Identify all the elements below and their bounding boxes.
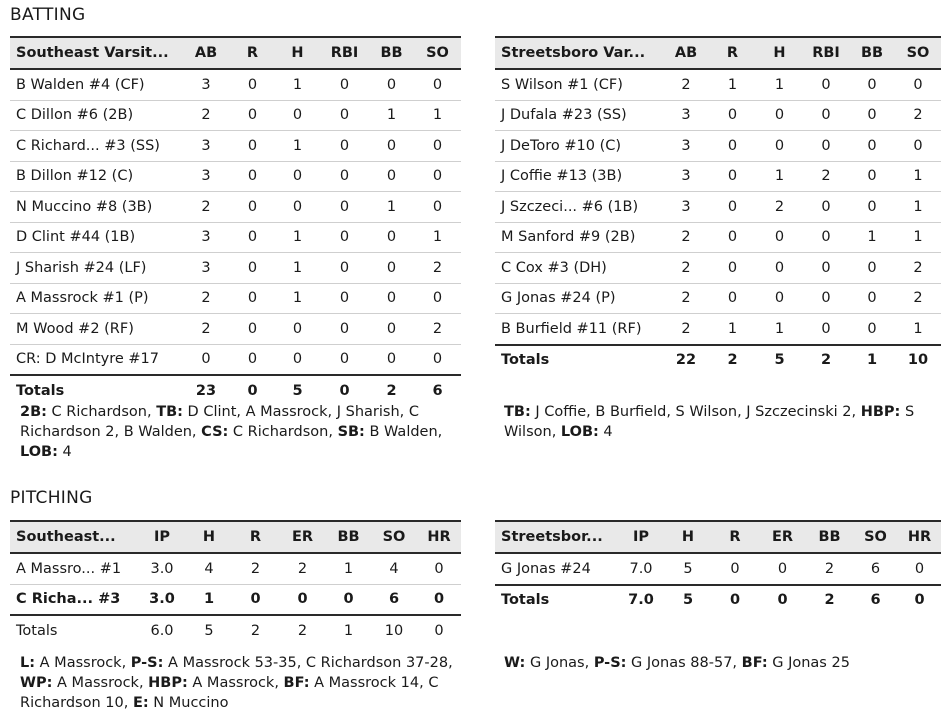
stat-cell: 0 xyxy=(898,585,941,616)
table-row xyxy=(10,314,461,345)
table-row xyxy=(495,100,941,131)
stat-cell: 0 xyxy=(320,161,369,192)
table-row xyxy=(10,222,461,253)
stat-cell: 0 xyxy=(414,161,461,192)
stat-cell: 2 xyxy=(232,553,279,584)
batting-section-title: BATTING xyxy=(10,5,86,25)
stat-header: RBI xyxy=(803,37,849,69)
stat-cell: 2 xyxy=(182,283,230,314)
stat-cell: 0 xyxy=(232,584,279,615)
stat-cell: 1 xyxy=(849,345,895,376)
away-pitching-notes xyxy=(504,653,949,673)
stat-cell: 0 xyxy=(230,253,275,284)
note-label: 2B: xyxy=(20,404,47,420)
stat-cell: 2 xyxy=(803,161,849,192)
stat-cell: 23 xyxy=(182,375,230,406)
stat-cell: 1 xyxy=(709,69,756,100)
stat-cell: 2 xyxy=(663,69,709,100)
table-row xyxy=(495,192,941,223)
table-row xyxy=(10,100,461,131)
table-row xyxy=(495,69,941,100)
stat-cell: 10 xyxy=(384,622,404,639)
note-label: P-S: xyxy=(130,655,164,671)
stat-cell: 3 xyxy=(663,192,709,223)
stat-cell: 2 xyxy=(663,253,709,284)
stat-cell: 0 xyxy=(849,283,895,314)
stat-cell: 2 xyxy=(279,553,326,584)
stat-cell: 1 xyxy=(369,192,414,223)
stat-cell: 1 xyxy=(326,553,371,584)
stat-cell: 0 xyxy=(709,100,756,131)
player-name-cell: CR: D McIntyre #17 xyxy=(10,344,182,375)
stat-cell: 0 xyxy=(803,69,849,100)
note-text: A Massrock, xyxy=(35,655,131,671)
note-text: D Clint, A Massrock, J Sharish, C Richardson 2, B Walden, xyxy=(20,404,419,440)
stat-cell: 0 xyxy=(711,553,759,585)
table-row xyxy=(10,584,461,615)
stat-cell: 0 xyxy=(849,253,895,284)
player-name-cell: C Cox #3 (DH) xyxy=(495,253,663,284)
stat-cell: 0 xyxy=(709,253,756,284)
batting-header-row xyxy=(495,37,941,69)
home-batting-notes xyxy=(20,402,465,462)
stat-header: HR xyxy=(898,521,941,553)
stat-cell: 2 xyxy=(182,314,230,345)
team-name-header: Streetsboro Var... xyxy=(495,37,663,69)
stat-cell: 1 xyxy=(709,314,756,345)
note-label: BF: xyxy=(741,655,768,671)
note-label: TB: xyxy=(156,404,183,420)
team-name-header: Southeast... xyxy=(10,521,138,553)
stat-header: AB xyxy=(182,37,230,69)
note-text: S Wilson, xyxy=(504,404,915,440)
stat-header: H xyxy=(756,37,803,69)
stat-cell: 0 xyxy=(230,131,275,162)
player-name-cell: J Szczeci... #6 (1B) xyxy=(495,192,663,223)
player-name-cell: B Walden #4 (CF) xyxy=(10,69,182,100)
stat-cell: 3 xyxy=(182,69,230,100)
stat-cell: 5 xyxy=(204,622,214,639)
player-name-cell: N Muccino #8 (3B) xyxy=(10,192,182,223)
stat-cell: 2 xyxy=(806,553,853,585)
stat-cell: 0 xyxy=(759,585,806,616)
home-pitching-notes xyxy=(20,653,465,713)
stat-cell: 0 xyxy=(230,344,275,375)
player-name-cell: D Clint #44 (1B) xyxy=(10,222,182,253)
stat-header: H xyxy=(275,37,320,69)
stat-cell: 3 xyxy=(663,161,709,192)
stat-cell: 2 xyxy=(297,622,308,639)
stat-cell: 0 xyxy=(369,344,414,375)
player-name-cell: Totals xyxy=(16,622,58,639)
stat-cell: 0 xyxy=(849,161,895,192)
table-row xyxy=(10,192,461,223)
stat-cell: 6 xyxy=(371,584,417,615)
team-name-header: Streetsbor... xyxy=(495,521,617,553)
stat-cell: 2 xyxy=(709,345,756,376)
stat-cell: 1 xyxy=(895,222,941,253)
stat-cell: 1 xyxy=(756,69,803,100)
note-label: HBP: xyxy=(148,675,188,691)
stat-header: RBI xyxy=(320,37,369,69)
table-row xyxy=(10,161,461,192)
stat-cell: 0 xyxy=(711,585,759,616)
stat-header: BB xyxy=(369,37,414,69)
stat-cell: 1 xyxy=(895,161,941,192)
note-text: B Walden, xyxy=(364,424,443,440)
stat-cell: 0 xyxy=(803,314,849,345)
stat-cell: 0 xyxy=(369,283,414,314)
stat-cell: 3 xyxy=(663,131,709,162)
stat-cell: 0 xyxy=(759,553,806,585)
stat-header: BB xyxy=(806,521,853,553)
stat-header: H xyxy=(186,521,232,553)
table-row xyxy=(10,283,461,314)
stat-cell: 0 xyxy=(434,622,444,639)
stat-cell: 0 xyxy=(275,161,320,192)
note-label: SB: xyxy=(337,424,365,440)
note-label: CS: xyxy=(201,424,229,440)
stat-cell: 0 xyxy=(709,283,756,314)
stat-cell: 1 xyxy=(275,283,320,314)
stat-header: BB xyxy=(849,37,895,69)
stat-cell: 0 xyxy=(849,131,895,162)
player-name-cell: G Jonas #24 (P) xyxy=(495,283,663,314)
stat-header: SO xyxy=(414,37,461,69)
stat-cell: 0 xyxy=(895,69,941,100)
stat-cell: 0 xyxy=(275,314,320,345)
stat-cell: 0 xyxy=(369,253,414,284)
stat-cell: 0 xyxy=(182,344,230,375)
stat-cell: 0 xyxy=(275,100,320,131)
stat-cell: 0 xyxy=(320,253,369,284)
stat-cell: 2 xyxy=(806,585,853,616)
stat-header: ER xyxy=(759,521,806,553)
note-text: A Massrock 14, C Richardson 10, xyxy=(20,675,439,711)
stat-cell: 0 xyxy=(849,192,895,223)
stat-cell: 0 xyxy=(320,283,369,314)
note-text: J Coffie, B Burfield, S Wilson, J Szczecinski 2, xyxy=(530,404,861,420)
stat-cell: 2 xyxy=(895,253,941,284)
stat-cell: 0 xyxy=(230,222,275,253)
stat-cell: 3 xyxy=(182,161,230,192)
away-pitching-table xyxy=(495,520,941,615)
totals-row xyxy=(10,375,461,406)
note-text: G Jonas, xyxy=(525,655,594,671)
stat-cell: 5 xyxy=(275,375,320,406)
stat-cell: 0 xyxy=(849,69,895,100)
note-label: E: xyxy=(132,695,149,711)
note-text: 4 xyxy=(57,444,72,460)
player-name-cell: Totals xyxy=(495,345,663,376)
stat-cell: 2 xyxy=(756,192,803,223)
stat-cell: 0 xyxy=(230,192,275,223)
stat-cell: 2 xyxy=(803,345,849,376)
stat-cell: 0 xyxy=(369,222,414,253)
stat-cell: 0 xyxy=(230,69,275,100)
stat-cell: 2 xyxy=(663,283,709,314)
home-batting-table xyxy=(10,36,461,406)
player-name-cell: C Richard... #3 (SS) xyxy=(10,131,182,162)
stat-cell: 0 xyxy=(230,375,275,406)
stat-cell: 0 xyxy=(756,222,803,253)
stat-cell: 2 xyxy=(250,622,261,639)
stat-header: IP xyxy=(138,521,186,553)
stat-cell: 0 xyxy=(320,100,369,131)
stat-cell: 0 xyxy=(709,161,756,192)
stat-cell: 0 xyxy=(320,375,369,406)
stat-cell: 0 xyxy=(849,100,895,131)
table-row xyxy=(495,253,941,284)
note-text: A Massrock, xyxy=(52,675,149,691)
note-label: W: xyxy=(504,655,526,671)
player-name-cell: J Coffie #13 (3B) xyxy=(495,161,663,192)
stat-cell: 1 xyxy=(414,100,461,131)
stat-cell: 2 xyxy=(414,253,461,284)
stat-cell: 0 xyxy=(803,222,849,253)
player-name-cell: M Sanford #9 (2B) xyxy=(495,222,663,253)
player-name-cell: J Dufala #23 (SS) xyxy=(495,100,663,131)
stat-cell: 5 xyxy=(665,553,711,585)
stat-cell: 0 xyxy=(803,192,849,223)
stat-cell: 1 xyxy=(275,222,320,253)
stat-cell: 6.0 xyxy=(150,622,174,639)
stat-cell: 1 xyxy=(186,584,232,615)
stat-cell: 2 xyxy=(663,314,709,345)
stat-cell: 0 xyxy=(320,131,369,162)
stat-header: R xyxy=(709,37,756,69)
note-label: L: xyxy=(20,655,36,671)
team-name-header: Southeast Varsit... xyxy=(10,37,182,69)
stat-cell: 1 xyxy=(343,622,354,639)
stat-cell: 6 xyxy=(853,553,898,585)
stat-cell: 2 xyxy=(369,375,414,406)
stat-header: ER xyxy=(279,521,326,553)
stat-cell: 0 xyxy=(414,344,461,375)
stat-header: R xyxy=(230,37,275,69)
stat-cell: 0 xyxy=(803,253,849,284)
stat-cell: 0 xyxy=(230,161,275,192)
stat-cell: 1 xyxy=(369,100,414,131)
stat-header: SO xyxy=(853,521,898,553)
table-row xyxy=(495,161,941,192)
note-label: P-S: xyxy=(593,655,627,671)
stat-cell: 22 xyxy=(663,345,709,376)
stat-header: R xyxy=(232,521,279,553)
player-name-cell: B Dillon #12 (C) xyxy=(10,161,182,192)
stat-cell: 0 xyxy=(230,283,275,314)
stat-cell: 1 xyxy=(756,314,803,345)
stat-cell: 0 xyxy=(803,100,849,131)
stat-cell: 2 xyxy=(182,192,230,223)
stat-cell: 0 xyxy=(320,222,369,253)
player-name-cell: J Sharish #24 (LF) xyxy=(10,253,182,284)
stat-cell: 4 xyxy=(186,553,232,584)
note-text: A Massrock 53-35, C Richardson 37-28, xyxy=(163,655,453,671)
table-row xyxy=(495,131,941,162)
note-text: C Richardson, xyxy=(46,404,157,420)
stat-cell: 3 xyxy=(182,131,230,162)
stat-header: H xyxy=(665,521,711,553)
stat-cell: 4 xyxy=(371,553,417,584)
stat-cell: 0 xyxy=(849,314,895,345)
player-name-cell: Totals xyxy=(495,585,617,616)
note-text: C Richardson, xyxy=(228,424,338,440)
totals-row xyxy=(495,585,941,616)
table-row xyxy=(10,69,461,100)
note-text: G Jonas 25 xyxy=(767,655,850,671)
stat-cell: 2 xyxy=(414,314,461,345)
stat-cell: 0 xyxy=(803,131,849,162)
stat-cell: 0 xyxy=(756,283,803,314)
stat-cell: 0 xyxy=(326,584,371,615)
stat-cell: 5 xyxy=(665,585,711,616)
stat-cell: 0 xyxy=(756,100,803,131)
stat-cell: 0 xyxy=(320,69,369,100)
player-name-cell: J DeToro #10 (C) xyxy=(495,131,663,162)
note-label: BF: xyxy=(283,675,310,691)
stat-cell: 0 xyxy=(320,314,369,345)
note-text: 4 xyxy=(598,424,613,440)
note-text: N Muccino xyxy=(148,695,229,711)
stat-cell: 0 xyxy=(895,131,941,162)
stat-cell: 0 xyxy=(369,131,414,162)
stat-cell: 1 xyxy=(275,253,320,284)
player-name-cell: Totals xyxy=(10,375,182,406)
stat-cell: 10 xyxy=(895,345,941,376)
stat-cell: 6 xyxy=(853,585,898,616)
note-label: WP: xyxy=(20,675,53,691)
stat-cell: 6 xyxy=(414,375,461,406)
batting-header-row xyxy=(10,37,461,69)
stat-cell: 0 xyxy=(898,553,941,585)
stat-header: SO xyxy=(895,37,941,69)
away-batting-notes xyxy=(504,402,949,442)
table-row xyxy=(10,344,461,375)
stat-cell: 0 xyxy=(369,161,414,192)
stat-cell: 0 xyxy=(417,584,461,615)
table-row xyxy=(495,314,941,345)
stat-cell: 0 xyxy=(756,131,803,162)
stat-cell: 0 xyxy=(414,131,461,162)
stat-cell: 0 xyxy=(369,69,414,100)
stat-cell: 1 xyxy=(275,69,320,100)
stat-cell: 0 xyxy=(709,222,756,253)
stat-cell: 3 xyxy=(182,253,230,284)
stat-cell: 1 xyxy=(275,131,320,162)
stat-header: SO xyxy=(371,521,417,553)
stat-header: AB xyxy=(663,37,709,69)
player-name-cell: S Wilson #1 (CF) xyxy=(495,69,663,100)
stat-cell: 0 xyxy=(369,314,414,345)
player-name-cell: A Massro... #1 xyxy=(10,553,138,584)
stat-cell: 7.0 xyxy=(617,585,665,616)
pitching-header-row xyxy=(10,521,461,553)
table-row xyxy=(495,222,941,253)
table-row xyxy=(495,283,941,314)
stat-cell: 0 xyxy=(414,283,461,314)
stat-cell: 0 xyxy=(414,69,461,100)
stat-header: HR xyxy=(417,521,461,553)
totals-row xyxy=(495,345,941,376)
stat-cell: 2 xyxy=(663,222,709,253)
player-name-cell: M Wood #2 (RF) xyxy=(10,314,182,345)
stat-cell: 0 xyxy=(320,192,369,223)
stat-cell: 0 xyxy=(414,192,461,223)
table-row xyxy=(10,615,461,646)
table-row xyxy=(10,553,461,584)
stat-cell: 3.0 xyxy=(138,553,186,584)
stat-cell: 0 xyxy=(320,344,369,375)
note-label: LOB: xyxy=(560,424,599,440)
away-batting-table xyxy=(495,36,941,375)
stat-header: R xyxy=(711,521,759,553)
table-row xyxy=(10,253,461,284)
stat-cell: 3 xyxy=(182,222,230,253)
stat-cell: 3 xyxy=(663,100,709,131)
table-row xyxy=(10,131,461,162)
stat-cell: 0 xyxy=(275,192,320,223)
stat-cell: 1 xyxy=(756,161,803,192)
stat-cell: 0 xyxy=(230,314,275,345)
stat-cell: 5 xyxy=(756,345,803,376)
stat-cell: 0 xyxy=(709,131,756,162)
pitching-section-title: PITCHING xyxy=(10,488,93,508)
stat-cell: 7.0 xyxy=(617,553,665,585)
note-text: G Jonas 88-57, xyxy=(626,655,742,671)
stat-cell: 0 xyxy=(417,553,461,584)
player-name-cell: C Richa... #3 xyxy=(10,584,138,615)
player-name-cell: C Dillon #6 (2B) xyxy=(10,100,182,131)
stat-cell: 0 xyxy=(709,192,756,223)
stat-cell: 1 xyxy=(414,222,461,253)
stat-cell: 0 xyxy=(279,584,326,615)
stat-cell: 2 xyxy=(895,283,941,314)
note-text: A Massrock, xyxy=(187,675,284,691)
note-label: LOB: xyxy=(20,444,58,460)
stat-cell: 1 xyxy=(895,192,941,223)
table-row xyxy=(495,553,941,585)
stat-header: BB xyxy=(326,521,371,553)
stat-cell: 0 xyxy=(803,283,849,314)
player-name-cell: B Burfield #11 (RF) xyxy=(495,314,663,345)
player-name-cell: A Massrock #1 (P) xyxy=(10,283,182,314)
stat-cell: 3.0 xyxy=(138,584,186,615)
stat-cell: 2 xyxy=(182,100,230,131)
home-pitching-table xyxy=(10,520,461,646)
stat-cell: 0 xyxy=(756,253,803,284)
player-name-cell: G Jonas #24 xyxy=(495,553,617,585)
stat-cell: 0 xyxy=(275,344,320,375)
stat-cell: 0 xyxy=(230,100,275,131)
stat-cell: 1 xyxy=(849,222,895,253)
note-label: TB: xyxy=(504,404,531,420)
stat-cell: 1 xyxy=(895,314,941,345)
stat-cell: 2 xyxy=(895,100,941,131)
stat-header: IP xyxy=(617,521,665,553)
note-label: HBP: xyxy=(860,404,901,420)
pitching-header-row xyxy=(495,521,941,553)
